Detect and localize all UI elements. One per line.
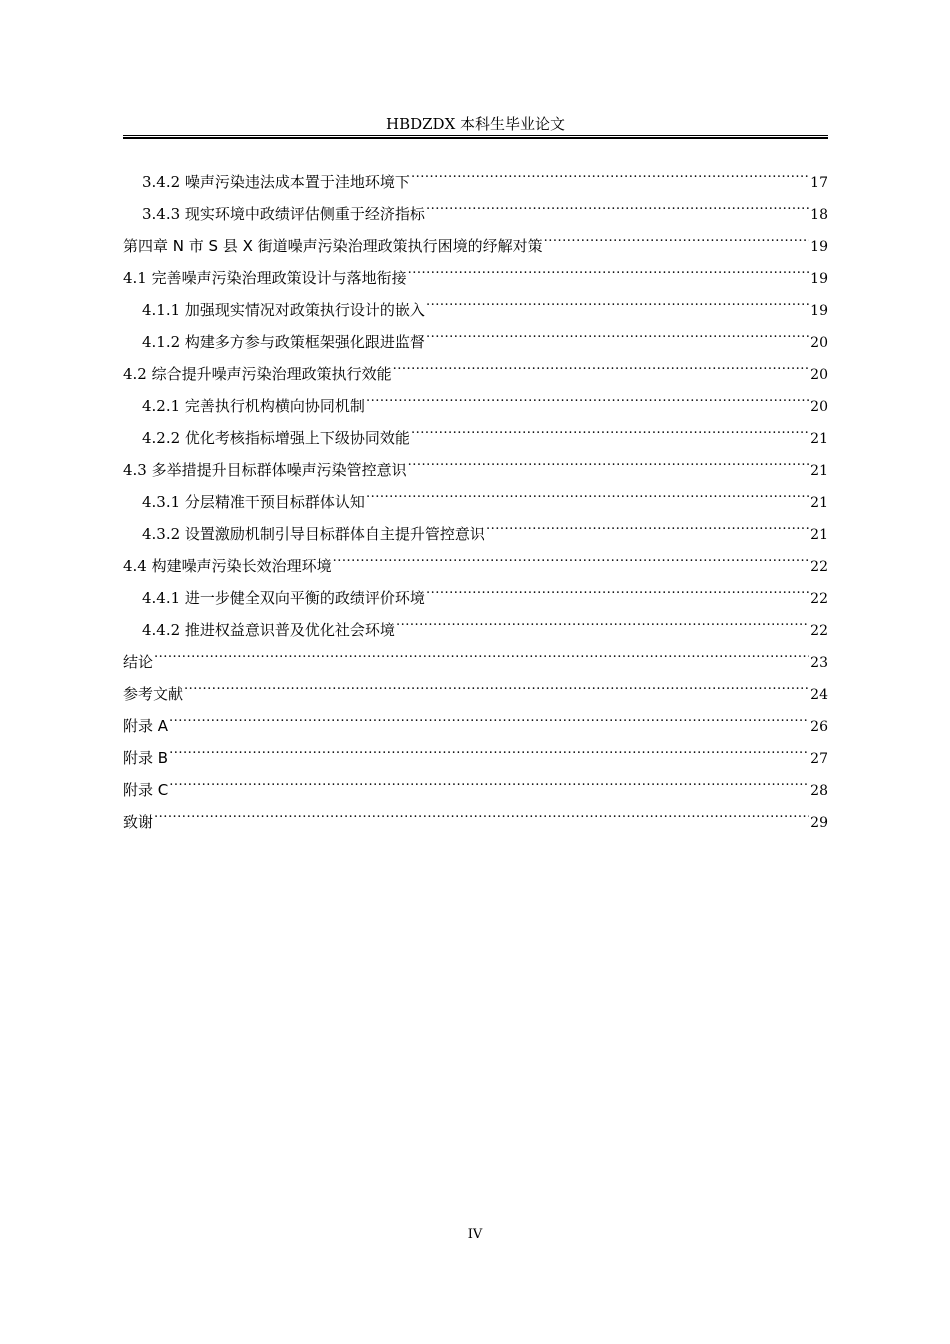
toc-dot-leader (426, 187, 809, 219)
toc-entry-label: 附录 A (123, 717, 169, 735)
toc-dot-leader (544, 219, 810, 251)
toc-entry-label: 第四章 N 市 S 县 X 街道噪声污染治理政策执行困境的纾解对策 (123, 237, 543, 255)
page-header: HBDZDX 本科生毕业论文 (385, 115, 566, 133)
toc-dot-leader (393, 347, 810, 379)
toc-entry-label: 4.3 多举措提升目标群体噪声污染管控意识 (123, 461, 407, 479)
toc-entry-label: 4.1.2 构建多方参与政策框架强化跟进监督 (142, 333, 425, 351)
toc-dot-leader (184, 667, 809, 699)
toc-dot-leader (169, 731, 809, 763)
toc-dot-leader (426, 571, 809, 603)
toc-entry-label: 致谢 (123, 813, 154, 831)
toc-entry-page: 21 (810, 527, 828, 543)
toc-dot-leader (411, 155, 809, 187)
header-divider-thick (123, 137, 828, 139)
toc-dot-leader (411, 411, 809, 443)
toc-dot-leader (396, 603, 809, 635)
toc-entry-label: 4.2.1 完善执行机构横向协同机制 (142, 397, 365, 415)
table-of-contents (123, 155, 828, 831)
toc-entry[interactable] (123, 667, 828, 703)
toc-entry-label: 附录 C (123, 781, 169, 799)
toc-dot-leader (408, 251, 810, 283)
toc-entry-page: 22 (810, 559, 828, 575)
toc-entry-page: 19 (810, 271, 828, 287)
toc-dot-leader (486, 507, 809, 539)
toc-entry-label: 3.4.3 现实环境中政绩评估侧重于经济指标 (142, 205, 425, 223)
toc-entry[interactable] (123, 795, 828, 831)
toc-entry-page: 28 (810, 783, 828, 799)
toc-entry-page: 23 (810, 655, 828, 671)
toc-dot-leader (408, 443, 810, 475)
toc-entry-label: 附录 B (123, 749, 169, 767)
toc-entry[interactable] (123, 635, 828, 671)
toc-entry-page: 20 (810, 399, 828, 415)
toc-entry[interactable] (123, 763, 828, 799)
toc-entry-label: 4.4.2 推进权益意识普及优化社会环境 (142, 621, 395, 639)
toc-entry-label: 4.4.1 进一步健全双向平衡的政绩评价环境 (142, 589, 425, 607)
toc-entry-page: 27 (810, 751, 828, 767)
toc-entry-page: 22 (810, 623, 828, 639)
toc-entry-page: 21 (810, 495, 828, 511)
toc-entry-page: 26 (810, 719, 828, 735)
toc-entry-label: 参考文献 (123, 685, 184, 703)
toc-entry-page: 18 (810, 207, 828, 223)
toc-entry-label: 结论 (123, 653, 154, 671)
toc-entry-page: 22 (810, 591, 828, 607)
toc-dot-leader (169, 763, 809, 795)
header-divider-thin (123, 135, 828, 136)
toc-entry[interactable] (123, 155, 828, 191)
toc-dot-leader (333, 539, 810, 571)
toc-entry-page: 20 (810, 367, 828, 383)
toc-dot-leader (366, 379, 809, 411)
toc-entry-page: 29 (810, 815, 828, 831)
toc-entry-label: 4.2.2 优化考核指标增强上下级协同效能 (142, 429, 410, 447)
toc-dot-leader (169, 699, 809, 731)
page-number: IV (467, 1227, 483, 1242)
toc-entry-page: 21 (810, 431, 828, 447)
toc-entry-page: 19 (810, 303, 828, 319)
toc-dot-leader (426, 283, 809, 315)
toc-entry-label: 4.3.1 分层精准干预目标群体认知 (142, 493, 365, 511)
toc-entry-label: 4.2 综合提升噪声污染治理政策执行效能 (123, 365, 392, 383)
toc-entry-page: 17 (810, 175, 828, 191)
toc-entry[interactable] (123, 731, 828, 767)
toc-entry[interactable] (123, 699, 828, 735)
toc-entry-page: 19 (810, 239, 828, 255)
toc-dot-leader (426, 315, 809, 347)
toc-dot-leader (154, 635, 809, 667)
toc-entry-label: 3.4.2 噪声污染违法成本置于洼地环境下 (142, 173, 410, 191)
toc-entry-page: 20 (810, 335, 828, 351)
toc-entry-label: 4.1 完善噪声污染治理政策设计与落地衔接 (123, 269, 407, 287)
toc-entry-page: 21 (810, 463, 828, 479)
toc-entry-label: 4.1.1 加强现实情况对政策执行设计的嵌入 (142, 301, 425, 319)
toc-entry-label: 4.4 构建噪声污染长效治理环境 (123, 557, 332, 575)
toc-dot-leader (154, 795, 809, 827)
toc-entry-label: 4.3.2 设置激励机制引导目标群体自主提升管控意识 (142, 525, 485, 543)
toc-dot-leader (366, 475, 809, 507)
toc-entry-page: 24 (810, 687, 828, 703)
